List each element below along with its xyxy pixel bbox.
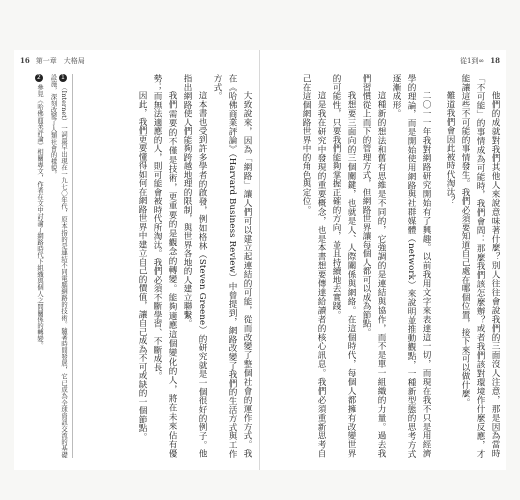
footnote-marker: 2	[35, 74, 43, 82]
right-paragraph: 他們的成就對我們其他人來說意味著什麼？別人往往會說我們的三面沒人注意，那是因為當時「不可能」的事情成為可能時，我們會問：那麼我們該怎麼辦？或者我們該對環境作什麼反應，才能讓這些不可能的事情發生。我們必須要知道自己處在哪個位置，接下來可以做什麼。	[460, 74, 500, 458]
right-page-header	[460, 56, 500, 66]
right-paragraph: 這是我在研究中發現的重要概念，也是本書想要傳達給讀者的核心訊息。我們必須重新思考自己在這個網路世界中的角色與定位。	[301, 74, 326, 458]
right-paragraph: 二〇一一年我對網路研究開始有了興趣。以前我用文字來表達這一切，而現在我不只是用經濟學的理論，而是開始使用網路與社群媒體（network）來說明並推動觀點，一種新型態的思考方式逐漸成形。	[391, 74, 431, 458]
footnotes	[24, 74, 68, 458]
footnote-text: （Internet）一詞最早出現在一九七〇年代，原本指的是連結不同電腦網路的技術。隨著時間發展，它已成為全球資訊交流的基礎設施，深刻改變了人類社會的樣貌。	[49, 74, 67, 458]
right-paragraph: 難道我們會因此被時代淘汰？	[445, 91, 455, 205]
left-paragraph: 因此，我們更要懂得如何在網路世界中建立自己的價值，讓自己成為不可或缺的一個節點。	[137, 91, 147, 442]
footnote-divider	[72, 74, 73, 458]
left-page-number: 16	[20, 56, 30, 65]
right-page	[260, 50, 506, 470]
left-paragraph: 我們需要的不僅是技術，更重要的是觀念的轉變。能夠適應這個變化的人，將在未來佔有優勢；而無法適應的人，則可能會被時代所淘汰。我們必須不斷學習、不斷成長。	[152, 74, 177, 458]
right-main-text	[266, 74, 502, 458]
left-page-header	[20, 56, 85, 66]
right-paragraph: 這種新的想法和舊有思維是不同的，它強調的是連結與協作，而不是單一組織的力量。過去我們習慣從上而下的管理方式，但網路世界讓每個人都可以成為節點。	[361, 74, 386, 458]
left-page	[14, 50, 260, 470]
left-paragraph: 大致說來，因為「網路」讓人們可以建立起連結的可能，從而改變了整個社會的運作方式。我在《哈佛商業評論》（Harvard Business Review）中曾提到，網路改變了我們的生活方式與工作方式。	[212, 74, 252, 458]
right-page-number: 18	[490, 56, 500, 65]
left-main-text	[56, 74, 254, 458]
footnote-text: 參見《哈佛商業評論》相關專文，作者在文中討論了網路時代下組織與個人之間關係的轉變。	[36, 84, 43, 349]
footnote-item	[47, 74, 68, 458]
right-running-head: 從1到∞	[459, 57, 485, 65]
left-paragraph: 這本書也受到許多學者的啟發，例如格林（Steven Greene）的研究就是一個很好的例子。他指出網路使人們能夠跨越地理的限制，與世界各地的人建立聯繫。	[182, 74, 207, 458]
footnote-marker: 1	[59, 74, 67, 82]
right-paragraph: 我想要三面向的三個關鍵，也就是人、人際關係與網絡。在這個時代，每個人都擁有改變世界的可能性，只要我們能夠掌握正確的方向，並且持續地去實踐。	[331, 74, 356, 458]
left-running-head: 第一章 大格局	[35, 57, 85, 65]
footnote-item	[34, 74, 45, 458]
